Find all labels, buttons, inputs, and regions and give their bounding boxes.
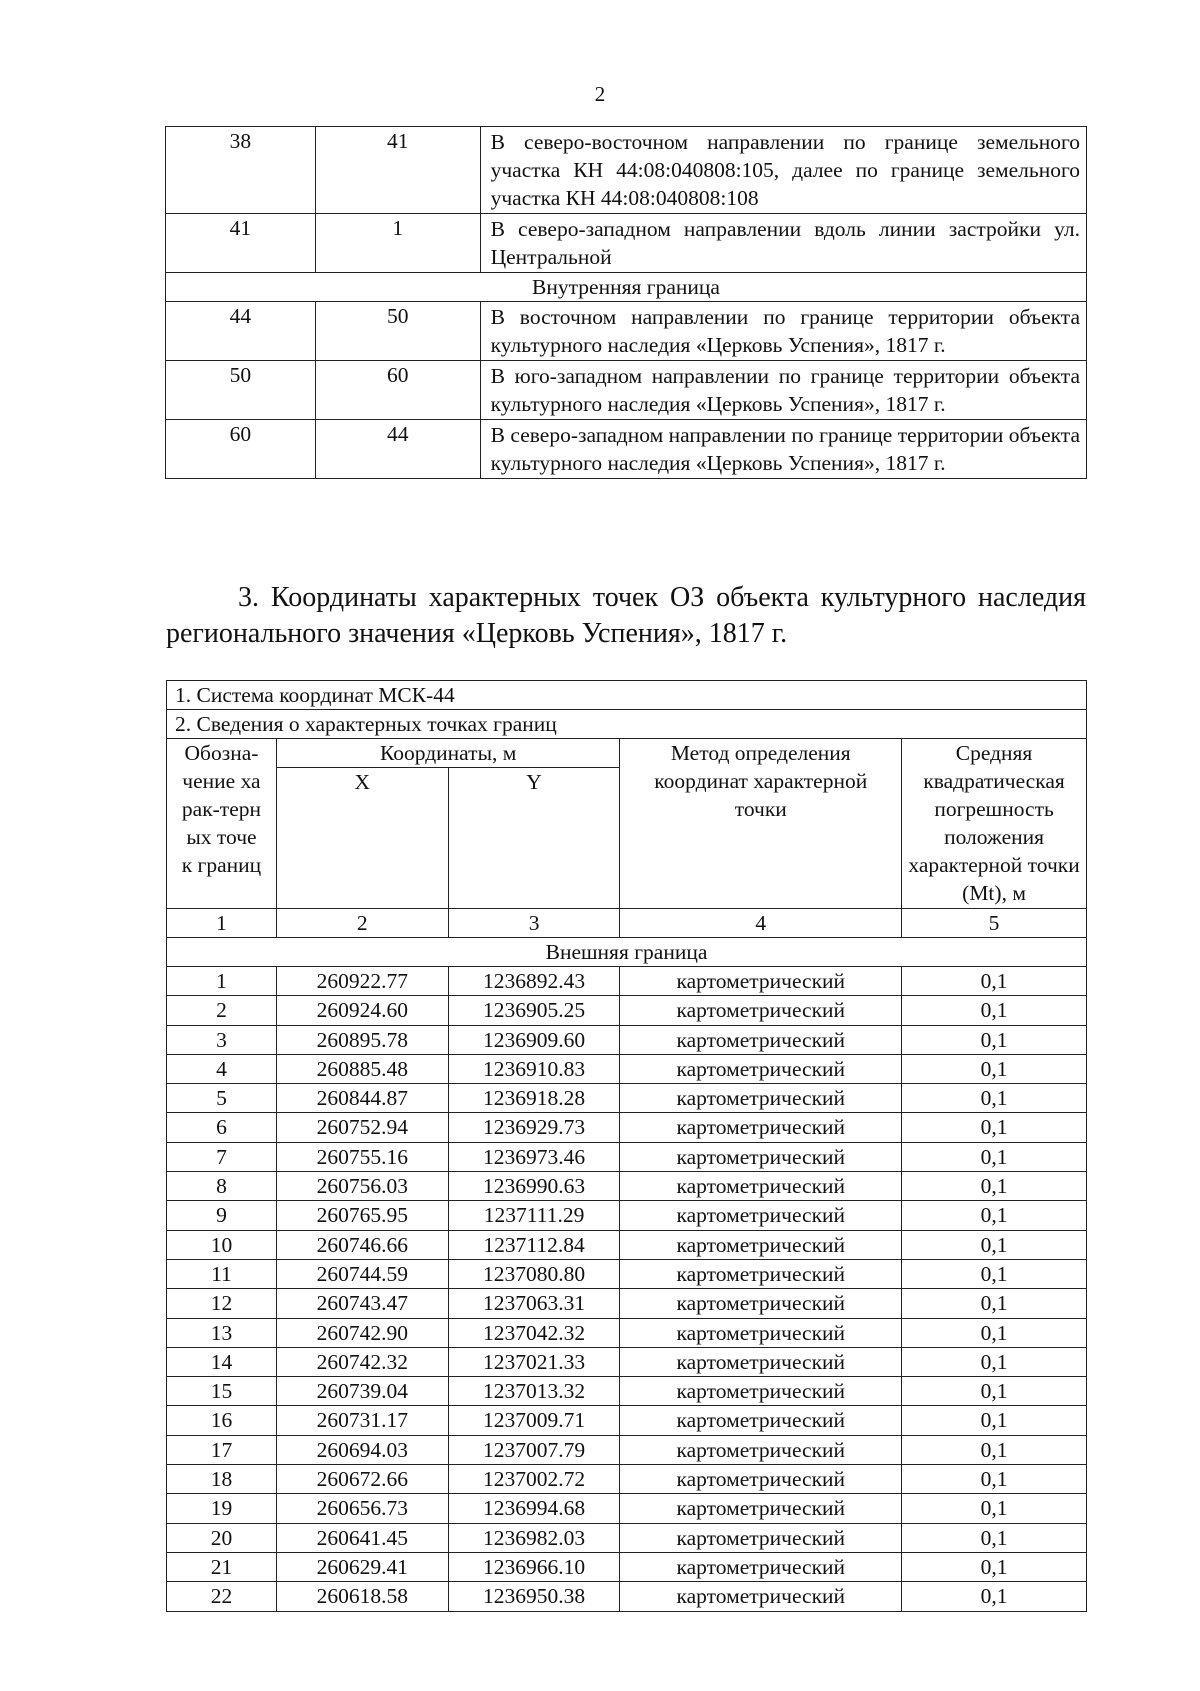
table-row xyxy=(167,1259,1087,1288)
table-row xyxy=(167,1523,1087,1552)
point-number: 20 xyxy=(167,1523,277,1552)
mean-error: 0,1 xyxy=(902,1582,1087,1611)
coord-x: 260765.95 xyxy=(276,1201,448,1230)
coordinate-system: 1. Система координат МСК-44 xyxy=(167,681,1087,710)
table-row xyxy=(167,1054,1087,1083)
coord-y: 1237007.79 xyxy=(448,1435,620,1464)
column-numbers-row xyxy=(167,909,1087,938)
table-row xyxy=(167,1465,1087,1494)
coord-x: 260672.66 xyxy=(276,1465,448,1494)
coord-y: 1236982.03 xyxy=(448,1523,620,1552)
coord-x: 260885.48 xyxy=(276,1054,448,1083)
point-number: 17 xyxy=(167,1435,277,1464)
table-row xyxy=(167,1025,1087,1054)
table-row xyxy=(166,127,1087,214)
coord-y: 1237063.31 xyxy=(448,1289,620,1318)
boundary-description: В восточном направлении по границе территории объекта культурного наследия «Церковь Успения», 1817 г. xyxy=(480,302,1086,361)
coord-y: 1237021.33 xyxy=(448,1347,620,1376)
coord-y: 1237002.72 xyxy=(448,1465,620,1494)
table-row xyxy=(167,1142,1087,1171)
column-number: 5 xyxy=(902,909,1087,938)
coordinates-table xyxy=(166,680,1087,1612)
table-row xyxy=(166,302,1087,361)
method: картометрический xyxy=(620,1494,902,1523)
point-from: 44 xyxy=(166,302,316,361)
coord-x: 260742.90 xyxy=(276,1318,448,1347)
method: картометрический xyxy=(620,1113,902,1142)
mean-error: 0,1 xyxy=(902,1142,1087,1171)
point-to: 41 xyxy=(315,127,480,214)
coord-x: 260744.59 xyxy=(276,1259,448,1288)
method: картометрический xyxy=(620,1025,902,1054)
point-from: 60 xyxy=(166,420,316,479)
table-row xyxy=(167,1347,1087,1376)
table-row xyxy=(167,1406,1087,1435)
point-number: 22 xyxy=(167,1582,277,1611)
coord-y: 1237009.71 xyxy=(448,1406,620,1435)
method: картометрический xyxy=(620,1289,902,1318)
section-row xyxy=(166,273,1087,302)
section-outer-boundary: Внешняя граница xyxy=(167,938,1087,967)
mean-error: 0,1 xyxy=(902,1259,1087,1288)
coord-y: 1236910.83 xyxy=(448,1054,620,1083)
coord-y: 1237112.84 xyxy=(448,1230,620,1259)
method: картометрический xyxy=(620,1054,902,1083)
method: картометрический xyxy=(620,1230,902,1259)
method: картометрический xyxy=(620,1406,902,1435)
mean-error: 0,1 xyxy=(902,1494,1087,1523)
point-from: 41 xyxy=(166,214,316,273)
coord-x: 260629.41 xyxy=(276,1552,448,1581)
coord-y: 1237013.32 xyxy=(448,1377,620,1406)
coord-x: 260743.47 xyxy=(276,1289,448,1318)
header-error: Средняя квадратическая погрешность положения характерной точки (Mt), м xyxy=(902,739,1087,909)
point-number: 13 xyxy=(167,1318,277,1347)
point-to: 60 xyxy=(315,361,480,420)
mean-error: 0,1 xyxy=(902,967,1087,996)
method: картометрический xyxy=(620,1347,902,1376)
point-number: 4 xyxy=(167,1054,277,1083)
coord-x: 260739.04 xyxy=(276,1377,448,1406)
table-row xyxy=(166,214,1087,273)
point-number: 9 xyxy=(167,1201,277,1230)
coord-y: 1237111.29 xyxy=(448,1201,620,1230)
table-row xyxy=(167,1377,1087,1406)
mean-error: 0,1 xyxy=(902,1025,1087,1054)
point-number: 7 xyxy=(167,1142,277,1171)
mean-error: 0,1 xyxy=(902,1289,1087,1318)
point-from: 38 xyxy=(166,127,316,214)
mean-error: 0,1 xyxy=(902,1172,1087,1201)
column-number: 2 xyxy=(276,909,448,938)
coord-y: 1236929.73 xyxy=(448,1113,620,1142)
method: картометрический xyxy=(620,1523,902,1552)
coord-y: 1236918.28 xyxy=(448,1084,620,1113)
point-number: 12 xyxy=(167,1289,277,1318)
point-number: 6 xyxy=(167,1113,277,1142)
boundary-description: В северо-западном направлении вдоль линии застройки ул. Центральной xyxy=(480,214,1086,273)
table-row xyxy=(167,1201,1087,1230)
point-number: 1 xyxy=(167,967,277,996)
section-heading: 3. Координаты характерных точек ОЗ объекта культурного наследия регионального значения «Церковь Успения», 1817 г. xyxy=(166,582,1086,649)
table-row xyxy=(167,1494,1087,1523)
mean-error: 0,1 xyxy=(902,1230,1087,1259)
header-y: Y xyxy=(448,768,620,909)
coord-x: 260731.17 xyxy=(276,1406,448,1435)
coord-x: 260844.87 xyxy=(276,1084,448,1113)
mean-error: 0,1 xyxy=(902,1113,1087,1142)
table-row xyxy=(167,1084,1087,1113)
coord-x: 260755.16 xyxy=(276,1142,448,1171)
table-row xyxy=(167,996,1087,1025)
boundary-description-table xyxy=(165,126,1087,479)
method: картометрический xyxy=(620,1201,902,1230)
coord-y: 1236994.68 xyxy=(448,1494,620,1523)
point-to: 50 xyxy=(315,302,480,361)
coord-x: 260641.45 xyxy=(276,1523,448,1552)
coord-x: 260742.32 xyxy=(276,1347,448,1376)
header-method: Метод определения координат характерной точки xyxy=(620,739,902,909)
coord-y: 1236905.25 xyxy=(448,996,620,1025)
point-number: 19 xyxy=(167,1494,277,1523)
table-row xyxy=(166,420,1087,479)
mean-error: 0,1 xyxy=(902,1465,1087,1494)
table-row xyxy=(167,1113,1087,1142)
method: картометрический xyxy=(620,967,902,996)
coord-x: 260746.66 xyxy=(276,1230,448,1259)
table-row xyxy=(167,1230,1087,1259)
header-x: X xyxy=(276,768,448,909)
table-row xyxy=(167,1318,1087,1347)
header-coordinates: Координаты, м xyxy=(276,739,620,768)
point-number: 10 xyxy=(167,1230,277,1259)
column-number: 3 xyxy=(448,909,620,938)
coord-y: 1236950.38 xyxy=(448,1582,620,1611)
mean-error: 0,1 xyxy=(902,1054,1087,1083)
point-to: 1 xyxy=(315,214,480,273)
point-number: 3 xyxy=(167,1025,277,1054)
boundary-points-info: 2. Сведения о характерных точках границ xyxy=(167,710,1087,739)
table-row xyxy=(167,967,1087,996)
method: картометрический xyxy=(620,1377,902,1406)
coord-y: 1236973.46 xyxy=(448,1142,620,1171)
method: картометрический xyxy=(620,1318,902,1347)
mean-error: 0,1 xyxy=(902,1406,1087,1435)
coord-x: 260694.03 xyxy=(276,1435,448,1464)
method: картометрический xyxy=(620,996,902,1025)
coord-y: 1236909.60 xyxy=(448,1025,620,1054)
method: картометрический xyxy=(620,1465,902,1494)
mean-error: 0,1 xyxy=(902,1435,1087,1464)
page-number: 2 xyxy=(594,82,606,106)
mean-error: 0,1 xyxy=(902,996,1087,1025)
coord-x: 260922.77 xyxy=(276,967,448,996)
header-designation xyxy=(167,739,277,909)
table-row xyxy=(167,1435,1087,1464)
mean-error: 0,1 xyxy=(902,1318,1087,1347)
coord-x: 260656.73 xyxy=(276,1494,448,1523)
table-row xyxy=(166,361,1087,420)
coord-x: 260752.94 xyxy=(276,1113,448,1142)
method: картометрический xyxy=(620,1582,902,1611)
coord-y: 1236892.43 xyxy=(448,967,620,996)
point-number: 11 xyxy=(167,1259,277,1288)
point-number: 5 xyxy=(167,1084,277,1113)
method: картометрический xyxy=(620,1084,902,1113)
coord-x: 260756.03 xyxy=(276,1172,448,1201)
mean-error: 0,1 xyxy=(902,1552,1087,1581)
method: картометрический xyxy=(620,1142,902,1171)
point-number: 14 xyxy=(167,1347,277,1376)
coord-x: 260895.78 xyxy=(276,1025,448,1054)
mean-error: 0,1 xyxy=(902,1084,1087,1113)
coord-x: 260924.60 xyxy=(276,996,448,1025)
table-row xyxy=(167,1172,1087,1201)
coord-y: 1236966.10 xyxy=(448,1552,620,1581)
column-number: 4 xyxy=(620,909,902,938)
mean-error: 0,1 xyxy=(902,1347,1087,1376)
point-number: 16 xyxy=(167,1406,277,1435)
method: картометрический xyxy=(620,1435,902,1464)
coord-x: 260618.58 xyxy=(276,1582,448,1611)
column-number: 1 xyxy=(167,909,277,938)
table-row xyxy=(167,1552,1087,1581)
table-row xyxy=(167,1289,1087,1318)
boundary-description: В юго-западном направлении по границе территории объекта культурного наследия «Церковь Успения», 1817 г. xyxy=(480,361,1086,420)
method: картометрический xyxy=(620,1552,902,1581)
point-from: 50 xyxy=(166,361,316,420)
mean-error: 0,1 xyxy=(902,1377,1087,1406)
point-number: 8 xyxy=(167,1172,277,1201)
point-number: 2 xyxy=(167,996,277,1025)
coord-y: 1237042.32 xyxy=(448,1318,620,1347)
coord-y: 1236990.63 xyxy=(448,1172,620,1201)
section-row xyxy=(167,938,1087,967)
header-designation-text: Обозна-чение харак-терных точек границ xyxy=(181,741,262,877)
point-number: 18 xyxy=(167,1465,277,1494)
boundary-description: В северо-западном направлении по границе территории объекта культурного наследия «Церковь Успения», 1817 г. xyxy=(480,420,1086,479)
point-number: 15 xyxy=(167,1377,277,1406)
boundary-description: В северо-восточном направлении по границе земельного участка КН 44:08:040808:105, далее по границе земельного участка КН 44:08:040808:108 xyxy=(480,127,1086,214)
method: картометрический xyxy=(620,1172,902,1201)
method: картометрический xyxy=(620,1259,902,1288)
point-to: 44 xyxy=(315,420,480,479)
section-inner-boundary: Внутренняя граница xyxy=(166,273,1087,302)
table-row xyxy=(167,1582,1087,1611)
coord-y: 1237080.80 xyxy=(448,1259,620,1288)
mean-error: 0,1 xyxy=(902,1523,1087,1552)
point-number: 21 xyxy=(167,1552,277,1581)
mean-error: 0,1 xyxy=(902,1201,1087,1230)
